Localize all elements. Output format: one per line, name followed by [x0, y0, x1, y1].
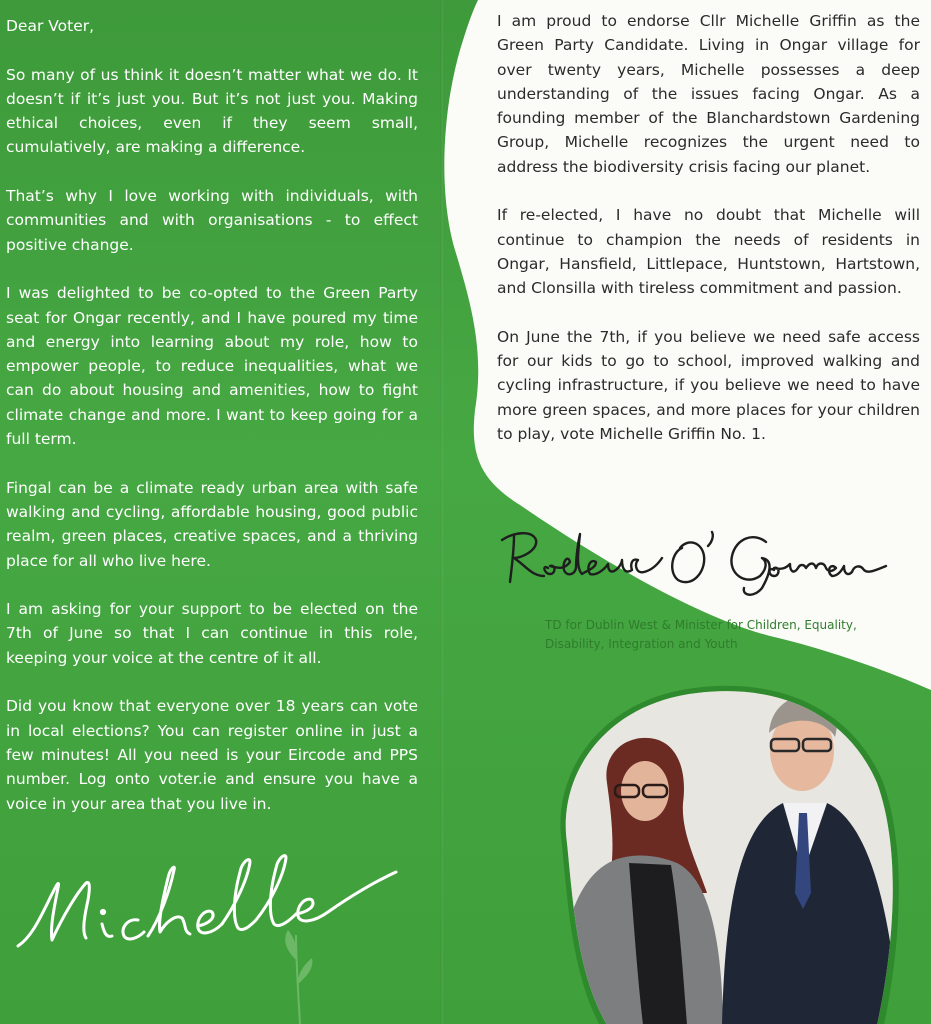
letter-column [6, 14, 418, 840]
endorser-role: TD for Dublin West & Minister for Children, Equality, Disability, Integration and Youth [545, 618, 857, 651]
letter-paragraph: Fingal can be a climate ready urban area with safe walking and cycling, affordable housing, good public realm, green places, creative spaces, and a thriving place for all who live here. [6, 478, 418, 570]
candidate-photo [547, 673, 900, 1024]
michelle-signature [10, 828, 410, 978]
letter-paragraph: I am asking for your support to be elected on the 7th of June so that I can continue in this role, keeping your voice at the centre of it all. [6, 600, 418, 667]
letter-paragraph: That’s why I love working with individuals, with communities and with organisations - to effect positive change. [6, 187, 418, 254]
letter-paragraph: I was delighted to be co-opted to the Green Party seat for Ongar recently, and I have poured my time and energy into learning about my role, how to empower people, to reduce inequalities, what we can do about housing and amenities, how to fight climate change and more. I want to keep going for a full term. [6, 284, 418, 449]
letter-paragraph: So many of us think it doesn’t matter what we do. It doesn’t if it’s just you. But it’s not just you. Making ethical choices, even if they seem small, cumulatively, are making a difference. [6, 65, 418, 157]
endorsement-paragraph: I am proud to endorse Cllr Michelle Griffin as the Green Party Candidate. Living in Ongar village for over twenty years, Michelle possesses a deep understanding of the issues facing Ongar. As a founding member of the Blanchardstown Gardening Group, Michelle recognizes the urgent need to address the biodiversity crisis facing our planet. [497, 12, 920, 176]
roderic-signature [492, 518, 902, 598]
letter-greeting: Dear Voter, [6, 17, 95, 35]
fold-line [440, 0, 443, 1024]
endorsement-paragraph: If re-elected, I have no doubt that Michelle will continue to champion the needs of residents in Ongar, Hansfield, Littlepace, Huntstown, Hartstown, and Clonsilla with tireless commitment and passion. [497, 206, 920, 298]
endorsement-paragraph: On June the 7th, if you believe we need safe access for our kids to go to school, improved walking and cycling infrastructure, if you believe we need to have more green spaces, and more places for your children to play, vote Michelle Griffin No. 1. [497, 327, 920, 444]
endorsement-column [497, 9, 920, 471]
letter-paragraph: Did you know that everyone over 18 years can vote in local elections? You can register online in just a few minutes! All you need is your Eircode and PPS number. Log onto voter.ie and ensure you have a voice in your area that you live in. [6, 697, 418, 813]
